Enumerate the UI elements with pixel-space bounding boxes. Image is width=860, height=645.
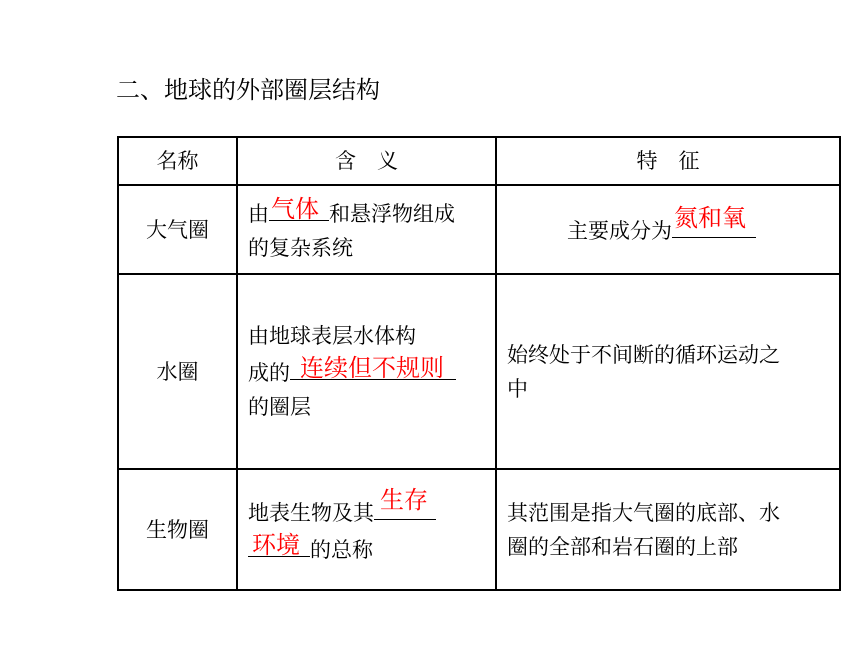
answer-text: 连续但不规则 [300,354,444,382]
row-meaning [237,469,496,590]
header-feature: 特 征 [496,137,840,185]
answer-text: 氮和氧 [674,204,746,232]
answer-text: 气体 [271,195,319,223]
meaning-suffix: 的总称 [310,537,373,562]
section-heading: 二、地球的外部圈层结构 [116,76,380,104]
answer-blank [248,530,310,557]
feature-line1: 其范围是指大气圈的底部、水 [507,500,780,525]
row-meaning [237,185,496,274]
meaning-line2: 的复杂系统 [248,236,353,260]
atmosphere-sphere-table [117,136,841,591]
row-name: 水圈 [118,274,237,469]
row-meaning [237,274,496,469]
meaning-line3: 的圈层 [248,395,311,419]
row-name: 生物圈 [118,469,237,590]
meaning-mid: 和悬浮物组成 [329,202,455,226]
row-name: 大气圈 [118,185,237,274]
answer-blank [374,485,436,520]
answer-blank [269,194,329,221]
answer-text: 环境 [252,530,300,559]
feature-line2: 圈的全部和岩石圈的上部 [507,534,738,559]
meaning-prefix: 地表生物及其 [248,500,374,525]
row-feature [496,469,840,590]
row-feature [496,274,840,469]
header-meaning: 含 义 [237,137,496,185]
meaning-line1: 由地球表层水体构 [248,324,416,348]
row-feature [496,185,840,274]
feature-line2: 中 [507,376,528,401]
header-name: 名称 [118,137,237,185]
answer-blank [672,204,756,238]
table-header-row [118,137,840,185]
meaning-prefix: 成的 [248,361,290,385]
answer-blank [290,353,456,380]
table-row [118,469,840,590]
meaning-prefix: 由 [248,202,269,226]
feature-line1: 始终处于不间断的循环运动之 [507,342,780,367]
feature-prefix: 主要成分为 [567,219,672,243]
answer-text: 生存 [380,485,428,514]
table-row [118,274,840,469]
table-row [118,185,840,274]
